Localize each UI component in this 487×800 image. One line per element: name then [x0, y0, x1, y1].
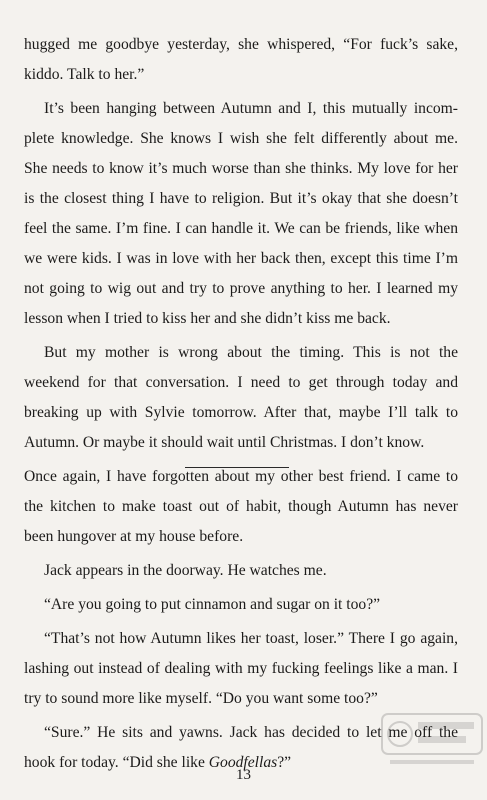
- text-line: “That’s not how Autumn likes her toast, loser.” There I go again,: [44, 630, 458, 647]
- text-line: plete knowledge. She knows I wish she felt differently about me.: [24, 130, 458, 147]
- text-line: is the closest thing I have to religion. But it’s okay that she doesn’t: [24, 190, 458, 207]
- page-number: 13: [236, 767, 251, 783]
- text-line: not going to wig out and try to prove anything to her. I learned my: [24, 280, 458, 297]
- text-line: But my mother is wrong about the timing. This is not the: [44, 344, 458, 361]
- text-line: breaking up with Sylvie tomorrow. After that, maybe I’ll talk to: [24, 404, 458, 421]
- text-line: lashing out instead of dealing with my fucking feelings like a man. I: [24, 660, 458, 677]
- text-line: “Are you going to put cinnamon and sugar on it too?”: [44, 596, 381, 613]
- text-line: Autumn. Or maybe it should wait until Christmas. I don’t know.: [24, 434, 425, 451]
- italic-title: Goodfellas: [208, 754, 278, 771]
- text-line: we were kids. I was in love with her back then, except this time I’m: [24, 250, 458, 267]
- text-line: been hungover at my house before.: [24, 528, 244, 545]
- text-line: hugged me goodbye yesterday, she whispered, “For fuck’s sake,: [24, 36, 458, 53]
- text-line: It’s been hanging between Autumn and I, this mutually incom-: [44, 100, 458, 117]
- text-fragment: hook for today. “Did she like: [24, 754, 209, 771]
- text-line: kiddo. Talk to her.”: [24, 66, 145, 83]
- text-line: weekend for that conversation. I need to get through today and: [24, 374, 458, 391]
- text-line: “Sure.” He sits and yawns. Jack has decided to let me off the: [44, 724, 458, 741]
- text-line: feel the same. I’m fine. I can handle it. We can be friends, like when: [24, 220, 458, 237]
- text-line: Jack appears in the doorway. He watches me.: [44, 562, 327, 579]
- text-fragment: ?”: [277, 754, 292, 771]
- text-line: Once again, I have forgotten about my other best friend. I came to: [24, 468, 458, 485]
- text-line: [24, 753, 458, 773]
- text-line: lesson when I tried to kiss her and she didn’t kiss me back.: [24, 310, 391, 327]
- text-line: She needs to know it’s much worse than she thinks. My love for her: [24, 160, 458, 177]
- text-line: try to sound more like myself. “Do you want some too?”: [24, 690, 378, 707]
- text-line: the kitchen to make toast out of habit, though Autumn has never: [24, 498, 458, 515]
